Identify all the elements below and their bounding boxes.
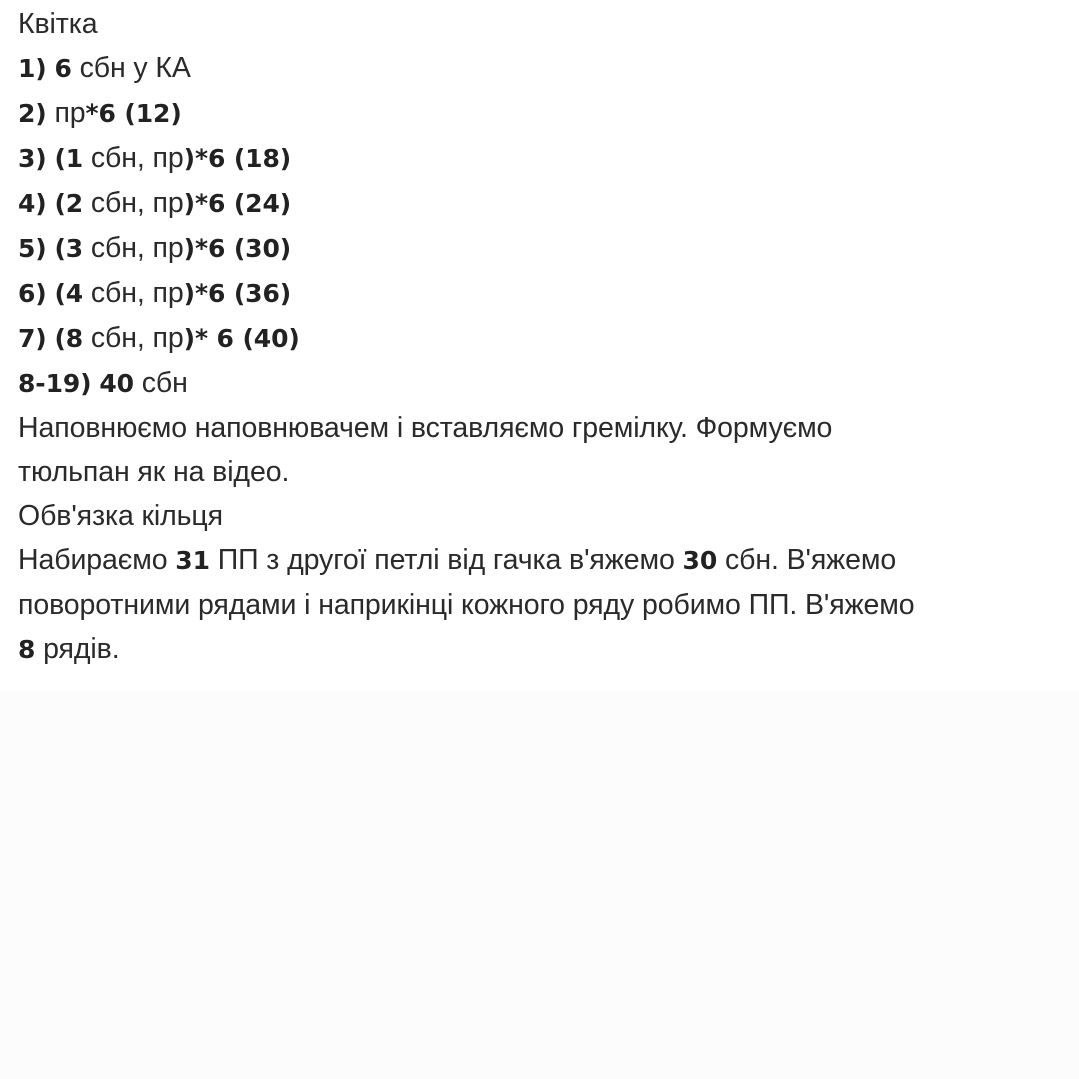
row-instruction: сбн, пр xyxy=(90,187,184,219)
row-instruction: сбн, пр xyxy=(90,277,184,309)
row-instruction: сбн, пр xyxy=(90,232,184,264)
stitch-total: )*6 (18) xyxy=(183,144,292,173)
fill-instruction-line-2: тюльпан як на відео. xyxy=(18,456,290,488)
stitch-count: (3 xyxy=(54,234,84,263)
row-2 xyxy=(18,91,1068,136)
row-instruction: сбн xyxy=(141,367,188,399)
row-count: 8 xyxy=(18,635,36,664)
row-number: 8-19) xyxy=(18,369,92,398)
stitch-count: (1 xyxy=(54,144,84,173)
row-6 xyxy=(18,271,1068,316)
stitch-total: )*6 (24) xyxy=(183,189,292,218)
row-4 xyxy=(18,181,1068,226)
blank-area xyxy=(0,690,1079,1079)
row-8-19 xyxy=(18,361,1068,406)
ring-text: сбн. В'яжемо xyxy=(724,544,897,576)
row-number: 1) xyxy=(18,54,47,83)
pattern-text xyxy=(18,0,1068,690)
row-number: 4) xyxy=(18,189,47,218)
stitch-total: )*6 (36) xyxy=(183,279,292,308)
row-instruction: сбн у КА xyxy=(79,52,191,84)
stitch-count: 40 xyxy=(99,369,134,398)
stitch-total: )*6 (30) xyxy=(183,234,292,263)
ring-instruction-line-2: поворотними рядами і наприкінці кожного ряду робимо ПП. В'яжемо xyxy=(18,589,915,621)
ring-instruction-line-3 xyxy=(18,627,1068,672)
row-5 xyxy=(18,226,1068,271)
stitch-count: 6 xyxy=(54,54,72,83)
row-number: 6) xyxy=(18,279,47,308)
ring-text: Набираємо xyxy=(18,544,168,576)
row-number: 7) xyxy=(18,324,47,353)
row-3 xyxy=(18,136,1068,181)
ring-text: ПП з другої петлі від гачка в'яжемо xyxy=(217,544,675,576)
stitch-count: (2 xyxy=(54,189,84,218)
section-title-ring: Обв'язка кільця xyxy=(18,500,223,532)
stitch-count: 30 xyxy=(682,546,718,575)
row-1 xyxy=(18,46,1068,91)
row-instruction: пр xyxy=(54,97,86,129)
row-7 xyxy=(18,316,1068,361)
section-title-flower: Квітка xyxy=(18,8,98,40)
row-number: 5) xyxy=(18,234,47,263)
ring-text: рядів. xyxy=(43,633,120,665)
row-instruction: сбн, пр xyxy=(90,322,184,354)
stitch-total: )* 6 (40) xyxy=(183,324,300,353)
fill-instruction-line-1: Наповнюємо наповнювачем і вставляємо гремілку. Формуємо xyxy=(18,412,833,444)
stitch-count: (8 xyxy=(54,324,84,353)
stitch-count: (4 xyxy=(54,279,84,308)
ring-instruction-line-1 xyxy=(18,538,1068,583)
row-instruction: сбн, пр xyxy=(90,142,184,174)
chain-count: 31 xyxy=(175,546,210,575)
row-number: 3) xyxy=(18,144,47,173)
row-number: 2) xyxy=(18,99,47,128)
stitch-count: *6 (12) xyxy=(85,99,182,128)
